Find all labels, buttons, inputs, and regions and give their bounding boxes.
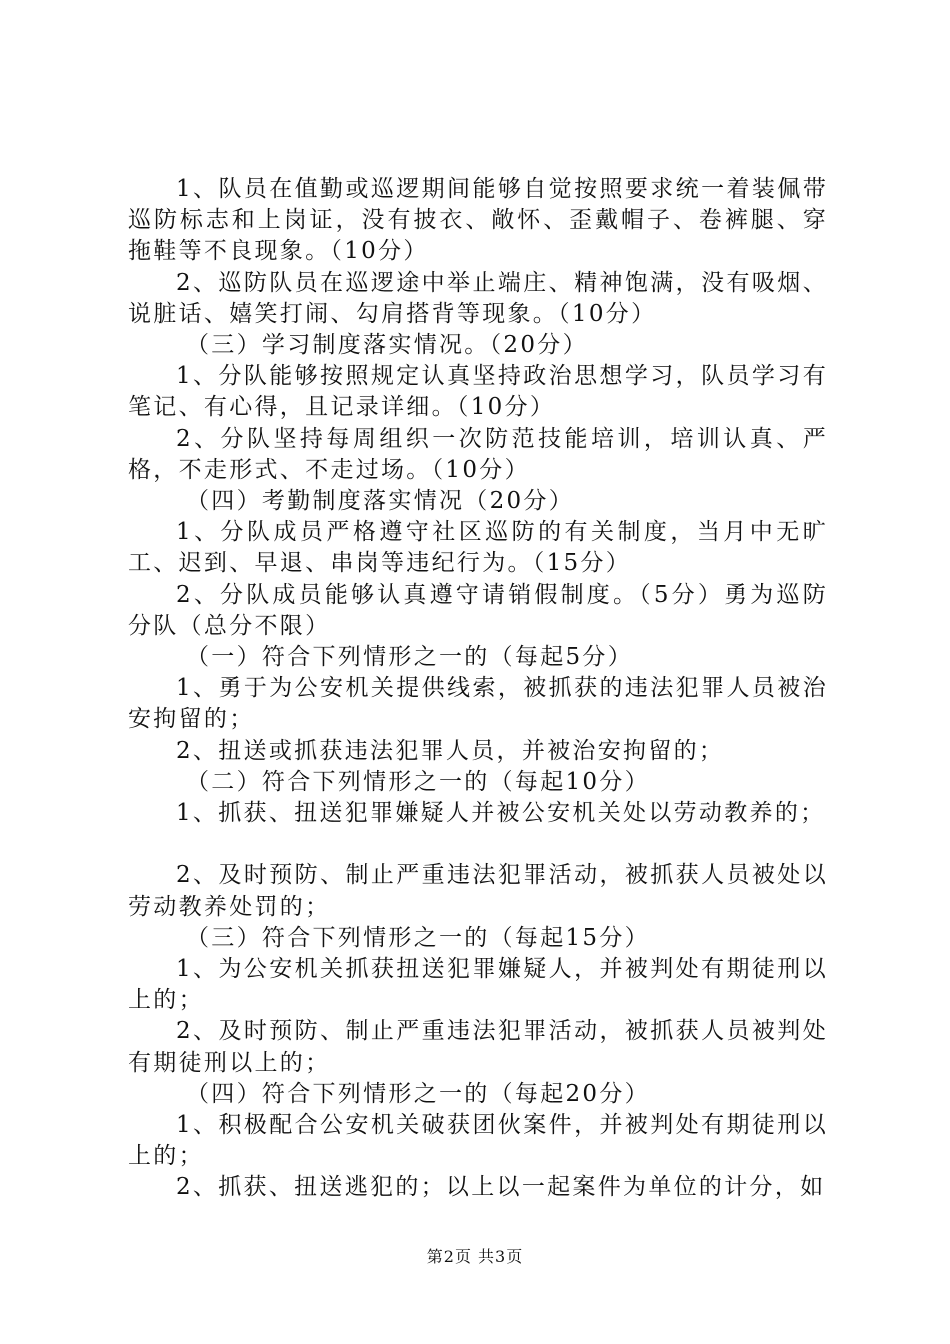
paragraph: 1、分队能够按照规定认真坚持政治思想学习，队员学习有笔记、有心得，且记录详细。（10分）	[128, 363, 828, 421]
paragraph: 1、为公安机关抓获扭送犯罪嫌疑人，并被判处有期徒刑以上的；	[128, 956, 828, 1014]
paragraph-gap	[128, 829, 828, 860]
paragraph: 2、抓获、扭送逃犯的；以上以一起案件为单位的计分，如	[176, 1174, 826, 1201]
paragraph: 1、队员在值勤或巡逻期间能够自觉按照要求统一着装佩带巡防标志和上岗证，没有披衣、敞怀、歪戴帽子、卷裤腿、穿拖鞋等不良现象。（10分）	[128, 176, 828, 265]
paragraph: 2、及时预防、制止严重违法犯罪活动，被抓获人员被处以劳动教养处罚的；	[128, 862, 828, 920]
section-heading: （二）符合下列情形之一的（每起10分）	[186, 768, 650, 795]
section-heading: （三）学习制度落实情况。（20分）	[186, 332, 588, 359]
paragraph: 2、分队坚持每周组织一次防范技能培训，培训认真、严格，不走形式、不走过场。（10分）	[128, 425, 828, 483]
paragraph: 1、抓获、扭送犯罪嫌疑人并被公安机关处以劳动教养的；	[176, 800, 826, 827]
section-heading: （三）符合下列情形之一的（每起15分）	[186, 924, 650, 951]
paragraph: 2、分队成员能够认真遵守请销假制度。（5分）勇为巡防分队（总分不限）	[128, 581, 828, 639]
section-heading: （四）符合下列情形之一的（每起20分）	[186, 1080, 650, 1107]
paragraph: 2、扭送或抓获违法犯罪人员，并被治安拘留的；	[176, 737, 725, 764]
document-body	[128, 174, 828, 1204]
paragraph: 2、巡防队员在巡逻途中举止端庄、精神饱满，没有吸烟、说脏话、嬉笑打闹、勾肩搭背等现象。（10分）	[128, 269, 828, 327]
section-heading: （四）考勤制度落实情况（20分）	[186, 488, 575, 515]
paragraph: 1、积极配合公安机关破获团伙案件，并被判处有期徒刑以上的；	[128, 1112, 828, 1170]
paragraph: 2、及时预防、制止严重违法犯罪活动，被抓获人员被判处有期徒刑以上的；	[128, 1018, 828, 1076]
paragraph: 1、勇于为公安机关提供线索，被抓获的违法犯罪人员被治安拘留的；	[128, 675, 828, 733]
page-footer: 第2页 共3页	[426, 1247, 524, 1266]
paragraph: 1、分队成员严格遵守社区巡防的有关制度，当月中无旷工、迟到、早退、串岗等违纪行为。（15分）	[128, 519, 828, 577]
section-heading: （一）符合下列情形之一的（每起5分）	[186, 644, 634, 671]
